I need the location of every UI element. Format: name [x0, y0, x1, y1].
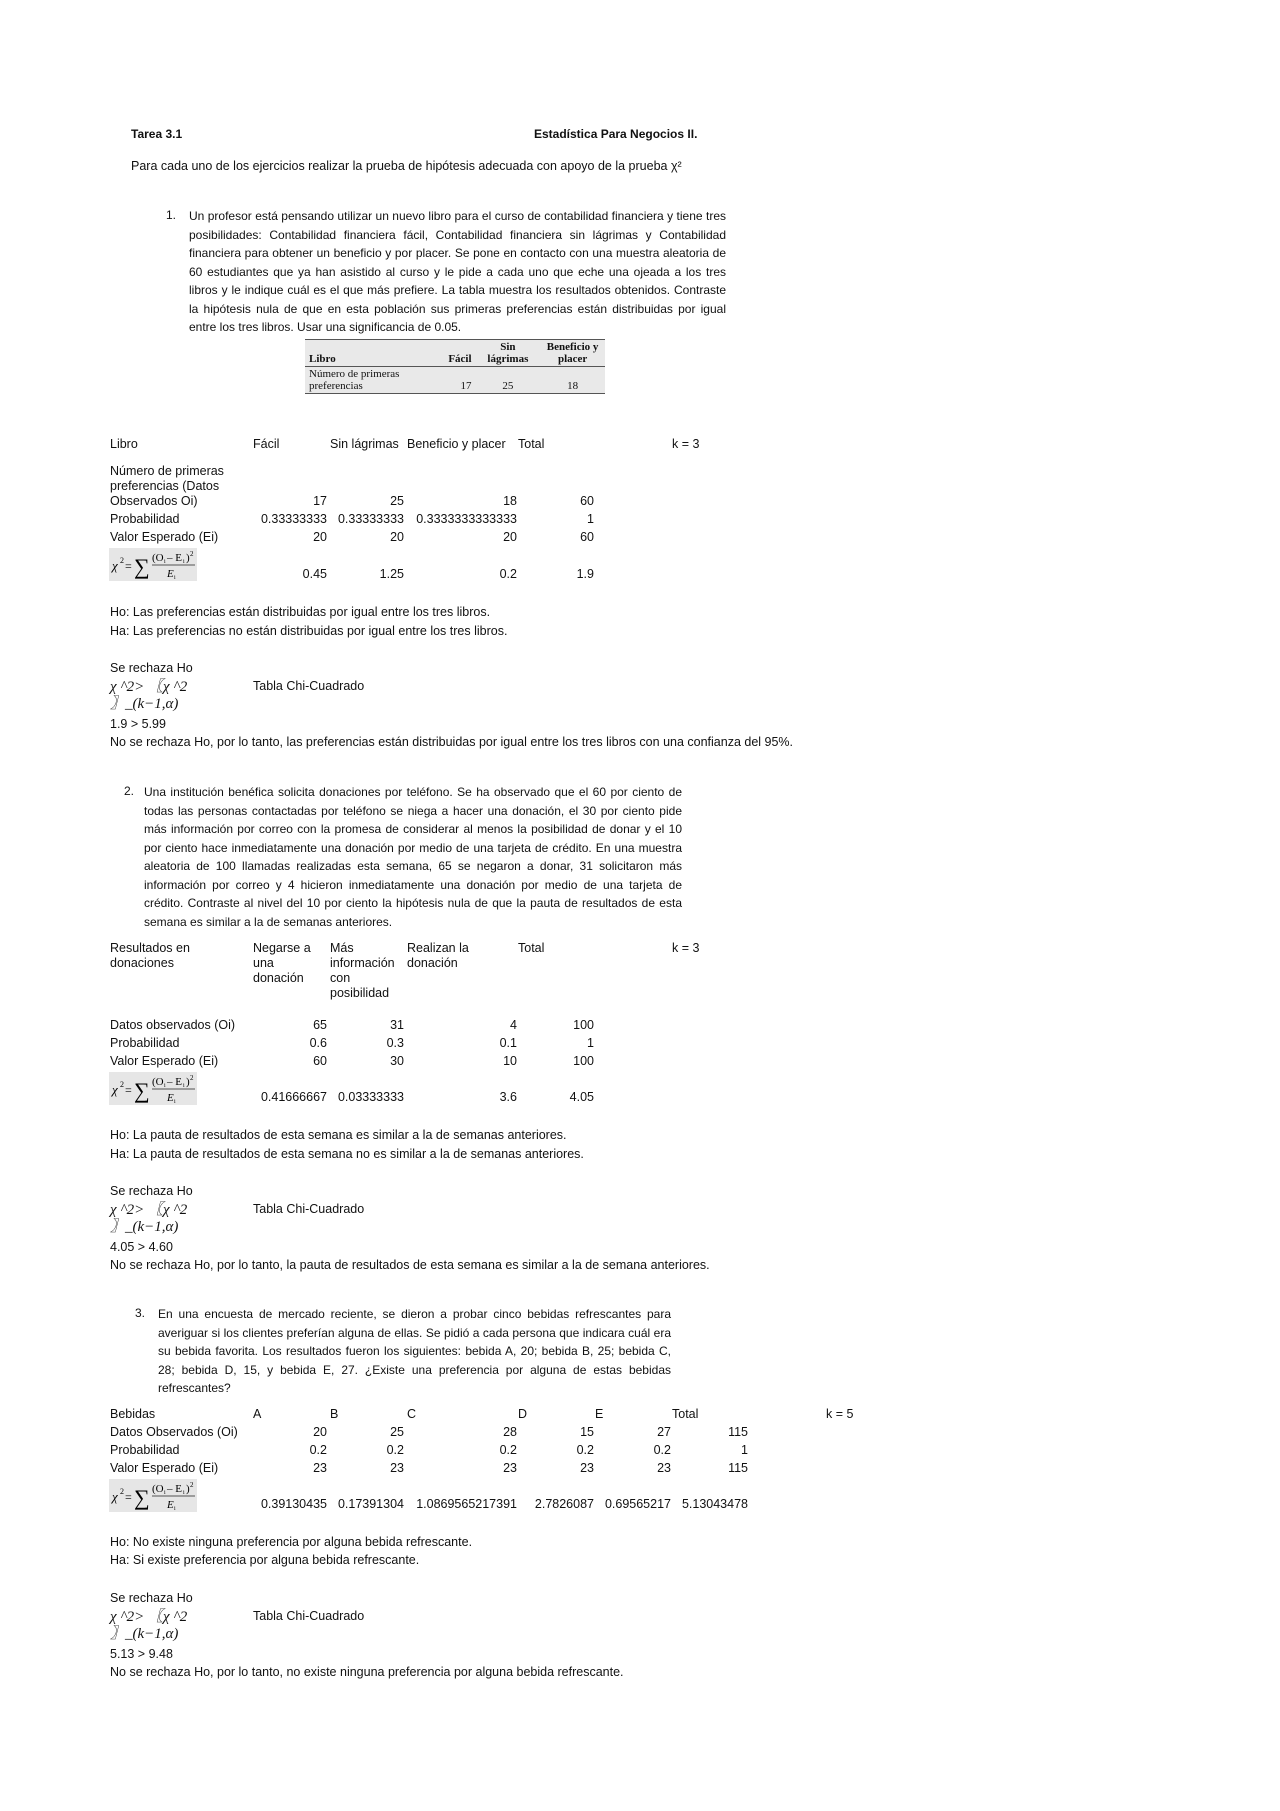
ex2-rule-formula-line1: χ ^2> 〖χ ^2 [110, 1202, 188, 1218]
ex2-observed-mas: 31 [390, 1018, 404, 1032]
ex3-header-total: Total [672, 1407, 699, 1421]
svg-text:E: E [167, 568, 174, 580]
ex3-prob-a: 0.2 [309, 1443, 327, 1457]
ex3-expected-total: 115 [728, 1461, 748, 1475]
ref-value-facil: 17 [460, 380, 472, 392]
ex1-reject-rule-title: Se rechaza Ho [110, 661, 193, 675]
ex3-table-reference: Tabla Chi-Cuadrado [253, 1609, 365, 1623]
ex2-expected-label: Valor Esperado (Ei) [110, 1054, 219, 1068]
ex1-observed-facil: 17 [313, 494, 327, 508]
svg-text:=: = [125, 559, 132, 573]
ex2-chi-mas: 0.03333333 [337, 1090, 404, 1104]
svg-text:– E: – E [167, 1076, 182, 1088]
ex3-header-a: A [253, 1407, 262, 1421]
ex2-alt-hypothesis: Ha: La pauta de resultados de esta semana no es similar a la de semanas anteriores. [110, 1147, 584, 1161]
svg-text:(O: (O [152, 1076, 164, 1088]
svg-text:∑: ∑ [134, 554, 150, 579]
svg-text:2: 2 [190, 550, 194, 558]
ex2-prob-total: 1 [587, 1036, 594, 1050]
ex1-observed-beneficio: 18 [503, 494, 517, 508]
ex2-prob-realizan: 0.1 [499, 1036, 517, 1050]
ex3-expected-d: 23 [580, 1461, 594, 1475]
ex3-chi-d: 2.7826087 [534, 1497, 594, 1511]
ex1-table-reference: Tabla Chi-Cuadrado [253, 679, 365, 693]
ex2-chi-total: 4.05 [569, 1090, 594, 1104]
ex1-k-value: k = 3 [672, 437, 700, 451]
ex2-chi-square-formula-image [109, 1072, 197, 1105]
ex3-expected-a: 23 [313, 1461, 327, 1475]
exercise-3-statement: En una encuesta de mercado reciente, se dieron a probar cinco bebidas refrescantes para averiguar si los clientes preferían alguna de ellas. Se pidió a cada persona que indicara cuál era su bebida favorita. Los resultados fueron los siguientes: bebida A, 20; bebida B, 25; bebida C, 28; bebida D, 15, y bebida E, 27. ¿Existe una preferencia por alguna de estas bebidas refrescantes? [158, 1307, 671, 1395]
ex3-observed-e: 27 [657, 1425, 671, 1439]
ex3-prob-total: 1 [741, 1443, 748, 1457]
ex3-null-hypothesis: Ho: No existe ninguna preferencia por alguna bebida refrescante. [110, 1535, 473, 1549]
ex3-observed-c: 28 [503, 1425, 517, 1439]
ex2-chi-realizan: 3.6 [499, 1090, 517, 1104]
ex3-expected-e: 23 [657, 1461, 671, 1475]
svg-text:(O: (O [152, 1483, 164, 1495]
svg-text:χ: χ [112, 1082, 118, 1097]
ex1-comparison: 1.9 > 5.99 [110, 717, 166, 731]
course-title: Estadística Para Negocios II. [534, 127, 698, 141]
ex1-alt-hypothesis: Ha: Las preferencias no están distribuidas por igual entre los tres libros. [110, 624, 508, 638]
ex2-expected-total: 100 [573, 1054, 594, 1068]
svg-text:2: 2 [120, 1080, 124, 1089]
svg-text:– E: – E [167, 1483, 182, 1495]
ex3-prob-e: 0.2 [653, 1443, 671, 1457]
ref-header-libro: Libro [305, 340, 437, 367]
ex1-header-beneficio: Beneficio y placer [407, 437, 506, 451]
svg-text:i: i [174, 575, 176, 581]
intro-text: Para cada uno de los ejercicios realizar la prueba de hipótesis adecuada con apoyo de la prueba χ² [131, 159, 682, 173]
ex3-chi-total: 5.13043478 [681, 1497, 748, 1511]
ex3-chi-c: 1.0869565217391 [416, 1497, 517, 1511]
ex3-alt-hypothesis: Ha: Si existe preferencia por alguna bebida refrescante. [110, 1553, 420, 1567]
exercise-2-number: 2. [124, 784, 135, 798]
ex2-chi-negarse: 0.41666667 [260, 1090, 327, 1104]
ex2-header-negarse: Negarse a una donación [253, 941, 311, 985]
ex2-observed-label: Datos observados (Oi) [110, 1018, 236, 1032]
svg-text:i: i [164, 1490, 166, 1496]
ex3-conclusion: No se rechaza Ho, por lo tanto, no existe ninguna preferencia por alguna bebida refrescante. [110, 1665, 624, 1679]
ex1-prob-facil: 0.33333333 [260, 512, 327, 526]
ex2-prob-label: Probabilidad [110, 1036, 180, 1050]
ex3-prob-b: 0.2 [386, 1443, 404, 1457]
ref-header-facil: Fácil [437, 340, 476, 367]
ex1-rule-formula-line1: χ ^2> 〖χ ^2 [110, 679, 188, 695]
svg-text:2: 2 [120, 1487, 124, 1496]
ex2-expected-realizan: 10 [503, 1054, 517, 1068]
chi-square-formula-icon [109, 548, 197, 581]
ex3-prob-c: 0.2 [499, 1443, 517, 1457]
ex1-observed-sin: 25 [390, 494, 404, 508]
ex3-expected-label: Valor Esperado (Ei) [110, 1461, 219, 1475]
ex2-header-mas-informacion: Más información con posibilidad [330, 941, 395, 1000]
ex2-comparison: 4.05 > 4.60 [110, 1240, 173, 1254]
svg-text:(O: (O [152, 552, 164, 564]
ex2-reject-rule-title: Se rechaza Ho [110, 1184, 193, 1198]
ex2-observed-total: 100 [573, 1018, 594, 1032]
ex3-reject-rule-title: Se rechaza Ho [110, 1591, 193, 1605]
ex1-observed-total: 60 [580, 494, 594, 508]
ex3-comparison: 5.13 > 9.48 [110, 1647, 173, 1661]
ex3-header-b: B [330, 1407, 339, 1421]
ex3-header-c: C [407, 1407, 417, 1421]
ref-header-sin: Sin lágrimas [476, 340, 541, 367]
ex3-rule-formula-line2: 〗_(k−1,α) [110, 1626, 179, 1642]
ex3-chi-a: 0.39130435 [260, 1497, 327, 1511]
ex1-prob-beneficio: 0.3333333333333 [416, 512, 517, 526]
ex1-null-hypothesis: Ho: Las preferencias están distribuidas por igual entre los tres libros. [110, 605, 491, 619]
svg-text:χ: χ [112, 1489, 118, 1504]
ex2-prob-negarse: 0.6 [309, 1036, 327, 1050]
svg-text:=: = [125, 1490, 132, 1504]
ex3-chi-b: 0.17391304 [337, 1497, 404, 1511]
svg-text:2: 2 [190, 1074, 194, 1082]
ex1-chi-beneficio: 0.2 [499, 567, 517, 581]
ref-header-beneficio: Beneficio y placer [540, 340, 605, 367]
ex1-header-libro: Libro [110, 437, 138, 451]
exercise-1-reference-table [305, 339, 605, 394]
chi-square-formula-icon [109, 1072, 197, 1105]
ex1-expected-beneficio: 20 [503, 530, 517, 544]
svg-text:i: i [183, 559, 185, 565]
ex3-chi-square-formula-image [109, 1479, 197, 1512]
ex3-header-d: D [518, 1407, 528, 1421]
svg-text:– E: – E [167, 552, 182, 564]
svg-text:i: i [183, 1490, 185, 1496]
ex2-null-hypothesis: Ho: La pauta de resultados de esta semana es similar a la de semanas anteriores. [110, 1128, 567, 1142]
ex2-observed-realizan: 4 [510, 1018, 517, 1032]
ex3-observed-a: 20 [313, 1425, 327, 1439]
svg-text:∑: ∑ [134, 1078, 150, 1103]
svg-text:2: 2 [120, 556, 124, 565]
ex2-rule-formula-line2: 〗_(k−1,α) [110, 1219, 179, 1235]
ex3-observed-total: 115 [728, 1425, 748, 1439]
svg-text:i: i [164, 559, 166, 565]
ex3-expected-c: 23 [503, 1461, 517, 1475]
svg-text:): ) [186, 1076, 190, 1088]
ex1-expected-sin: 20 [390, 530, 404, 544]
ref-value-beneficio: 18 [567, 380, 579, 392]
ex1-expected-facil: 20 [313, 530, 327, 544]
svg-text:i: i [174, 1099, 176, 1105]
ex1-observed-label: Número de primeras preferencias (Datos Observados Oi) [110, 464, 224, 508]
ex3-observed-label: Datos Observados (Oi) [110, 1425, 238, 1439]
ex1-chi-total: 1.9 [576, 567, 594, 581]
ex3-observed-d: 15 [580, 1425, 594, 1439]
exercise-1-statement: Un profesor está pensando utilizar un nuevo libro para el curso de contabilidad financiera y tiene tres posibilidades: Contabilidad financiera fácil, Contabilidad financiera sin lágrimas y Contabilidad financiera para obtener un beneficio y por placer. Se pone en contacto con una muestra aleatoria de 60 estudiantes que ya han asistido al curso y le pide a cada uno que eche una ojeada a los tres libros y le indique cuál es el que más prefiere. La tabla muestra los resultados obtenidos. Contraste la hipótesis nula de que en esta población sus primeras preferencias están distribuidas por igual entre los tres libros. Usar una significancia de 0.05. [189, 209, 726, 334]
ex3-rule-formula-line1: χ ^2> 〖χ ^2 [110, 1609, 188, 1625]
ex1-prob-label: Probabilidad [110, 512, 180, 526]
svg-text:E: E [167, 1499, 174, 1511]
ex1-prob-total: 1 [587, 512, 594, 526]
ex2-table-reference: Tabla Chi-Cuadrado [253, 1202, 365, 1216]
ex2-header-realizan: Realizan la donación [407, 941, 469, 970]
ex3-header-bebidas: Bebidas [110, 1407, 156, 1421]
exercise-1-number: 1. [166, 208, 177, 222]
svg-text:): ) [186, 552, 190, 564]
ex2-header-total: Total [518, 941, 545, 955]
svg-text:i: i [174, 1506, 176, 1512]
svg-text:i: i [183, 1083, 185, 1089]
ex2-k-value: k = 3 [672, 941, 700, 955]
svg-text:): ) [186, 1483, 190, 1495]
ex3-header-e: E [595, 1407, 604, 1421]
svg-text:∑: ∑ [134, 1485, 150, 1510]
ex3-expected-b: 23 [390, 1461, 404, 1475]
ex1-rule-formula-line2: 〗_(k−1,α) [110, 696, 179, 712]
chi-square-formula-icon [109, 1479, 197, 1512]
ref-value-sin: 25 [502, 380, 514, 392]
ex3-prob-label: Probabilidad [110, 1443, 180, 1457]
svg-text:i: i [164, 1083, 166, 1089]
exercise-2-statement: Una institución benéfica solicita donaciones por teléfono. Se ha observado que el 60 por ciento de todas las personas contactadas por teléfono se niega a hacer una donación, el 30 por ciento pide más información por correo con la promesa de considerar al menos la posibilidad de donar y el 10 por ciento hace inmediatamente una donación por medio de una tarjeta de crédito. En una muestra aleatoria de 100 llamadas realizadas esta semana, 65 se negaron a donar, 31 solicitaron más información por correo y 4 hicieron inmediatamente una donación por medio de una tarjeta de crédito. Contraste al nivel del 10 por ciento la hipótesis nula de que la pauta de resultados de esta semana es similar a la de semanas anteriores. [144, 785, 682, 929]
ex3-k-value: k = 5 [826, 1407, 854, 1421]
ex3-prob-d: 0.2 [576, 1443, 594, 1457]
ex3-observed-b: 25 [390, 1425, 404, 1439]
ex1-header-sin: Sin lágrimas [330, 437, 399, 451]
ex1-chi-sin: 1.25 [379, 567, 404, 581]
ex2-prob-mas: 0.3 [386, 1036, 404, 1050]
ex2-expected-mas: 30 [390, 1054, 404, 1068]
svg-text:=: = [125, 1083, 132, 1097]
svg-text:E: E [167, 1092, 174, 1104]
ex3-chi-e: 0.69565217 [604, 1497, 671, 1511]
ref-row-label: Número de primeras preferencias [309, 368, 400, 392]
ex1-expected-total: 60 [580, 530, 594, 544]
ex1-header-total: Total [518, 437, 545, 451]
svg-text:χ: χ [112, 558, 118, 573]
ex2-header-resultados: Resultados en donaciones [110, 941, 190, 970]
svg-text:2: 2 [190, 1481, 194, 1489]
ex1-prob-sin: 0.33333333 [337, 512, 404, 526]
ex2-conclusion: No se rechaza Ho, por lo tanto, la pauta de resultados de esta semana es similar a la de semana anteriores. [110, 1258, 710, 1272]
ex1-expected-label: Valor Esperado (Ei) [110, 530, 219, 544]
ex1-conclusion: No se rechaza Ho, por lo tanto, las preferencias están distribuidas por igual entre los tres libros con una confianza del 95%. [110, 735, 794, 749]
assignment-title: Tarea 3.1 [131, 127, 183, 141]
ex1-chi-facil: 0.45 [302, 567, 327, 581]
exercise-3-number: 3. [135, 1306, 146, 1320]
ex2-observed-negarse: 65 [313, 1018, 327, 1032]
ex1-header-facil: Fácil [253, 437, 280, 451]
ex2-expected-negarse: 60 [313, 1054, 327, 1068]
ex1-chi-square-formula-image [109, 548, 197, 581]
